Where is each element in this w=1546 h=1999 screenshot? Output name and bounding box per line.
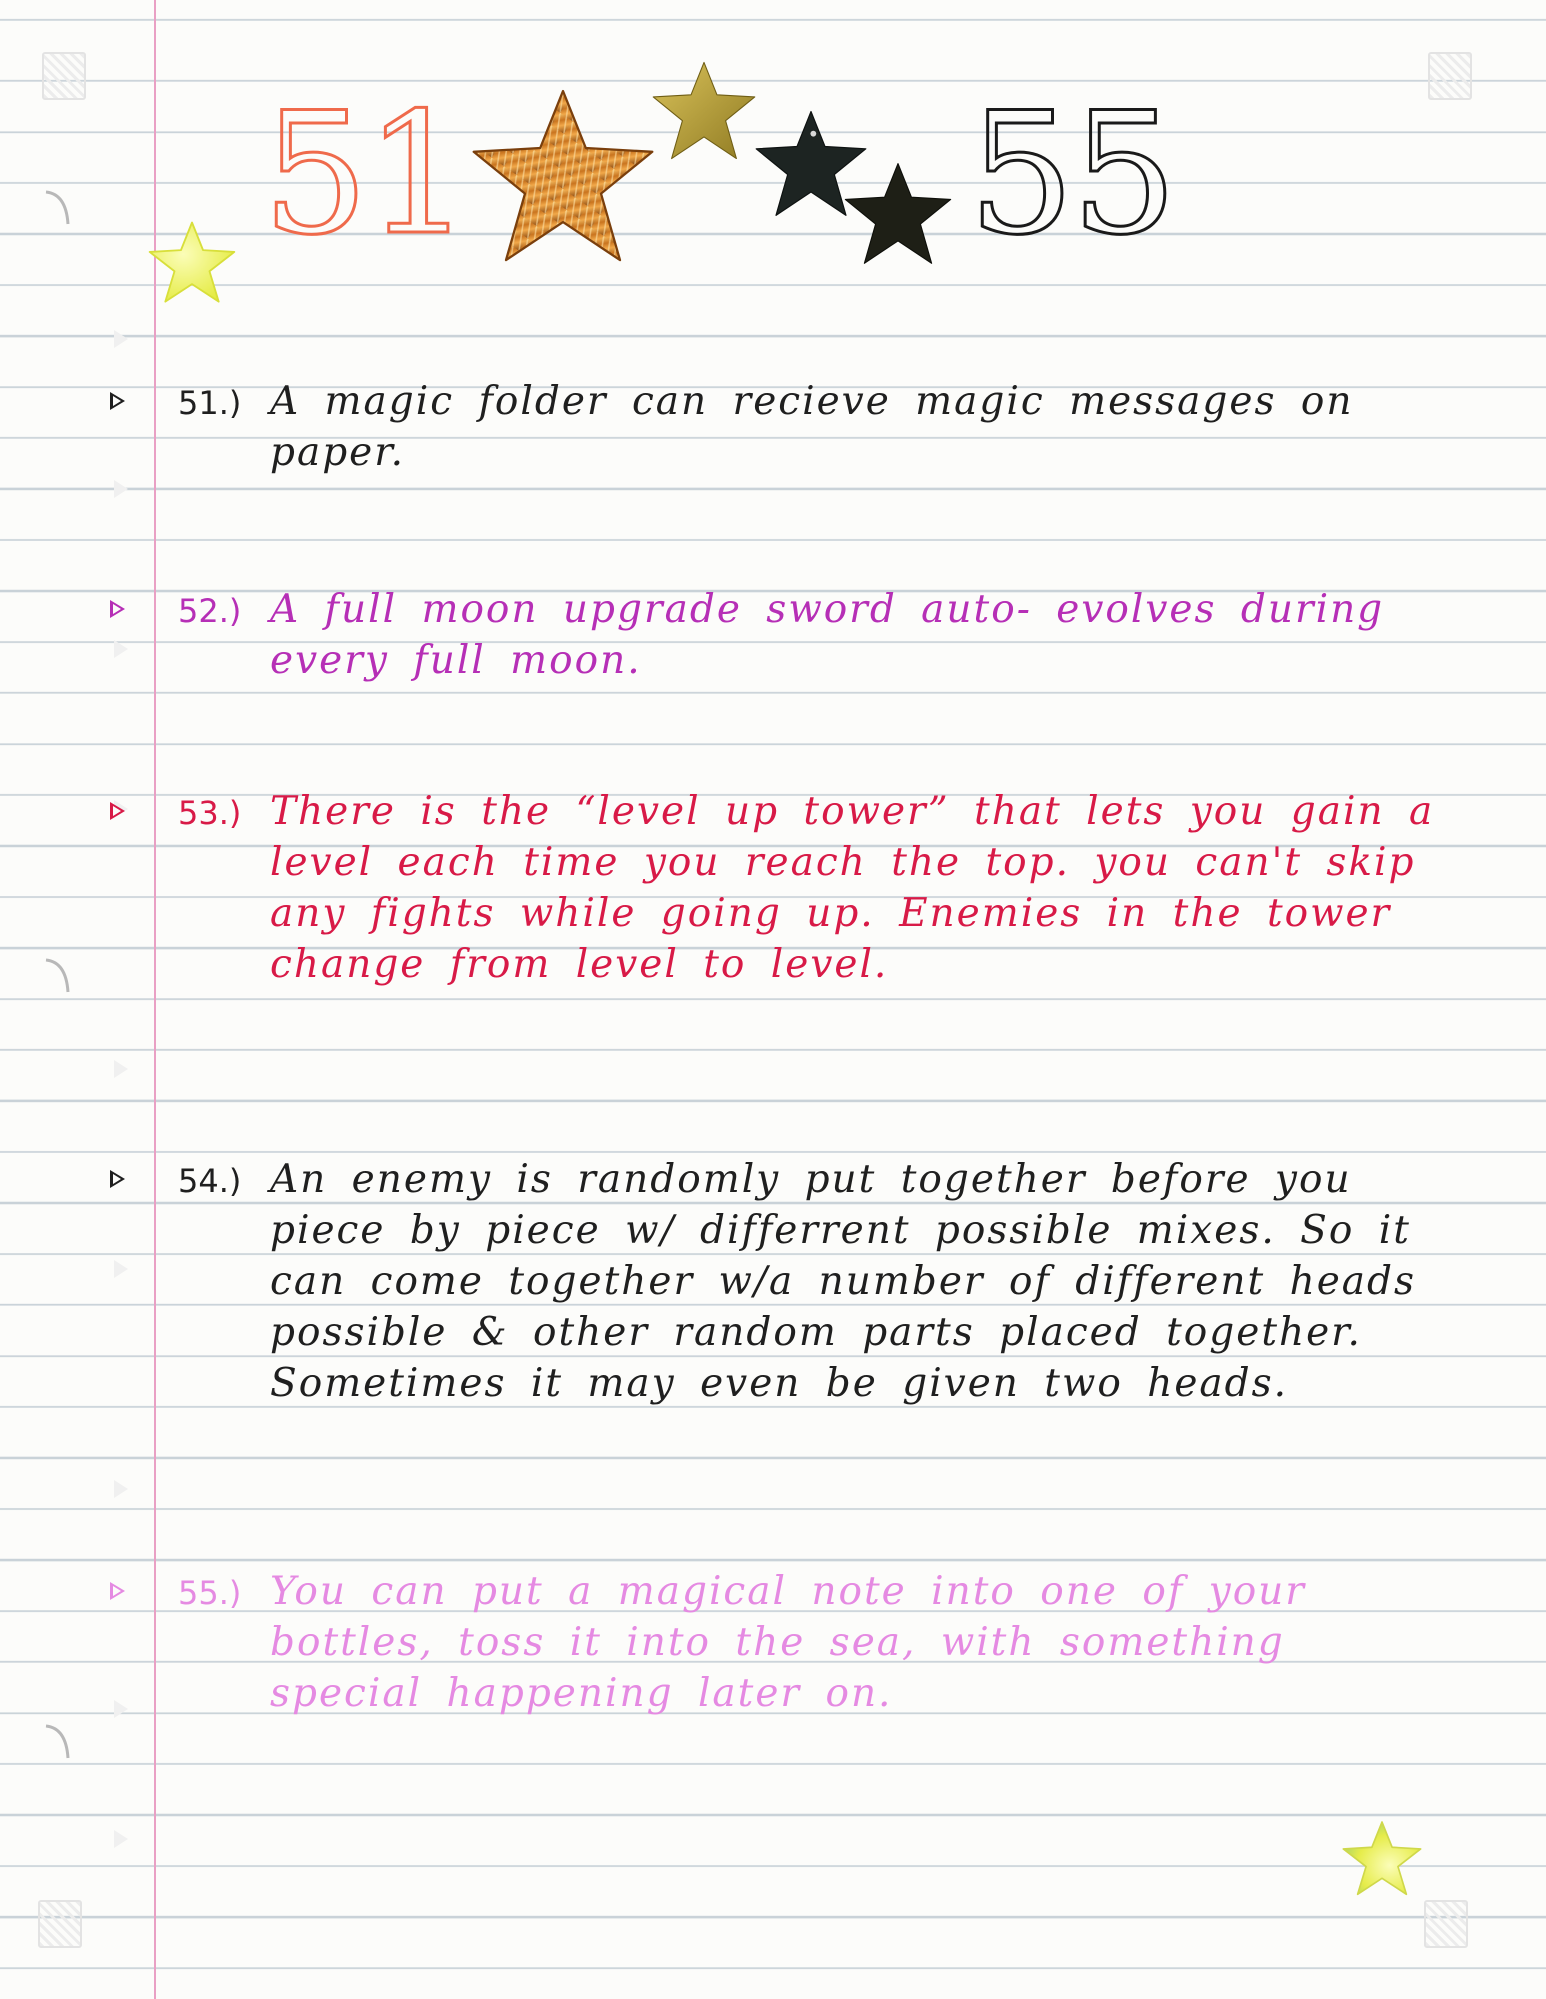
entry-number: 55.): [178, 1574, 242, 1612]
entry-54: [110, 1156, 1440, 1476]
corner-mark-icon: [1424, 1900, 1468, 1948]
holographic-orange-star-icon: [468, 84, 658, 269]
entry-text: A full moon upgrade sword auto- evolves during every full moon.: [270, 587, 1385, 683]
entry-text: There is the “level up tower” that lets you gain a level each time you reach the top. you can't skip any fights while going up. Enemies in the tower change from level to level.: [270, 789, 1435, 987]
margin-triangle-icon: [114, 1830, 128, 1848]
bullet-triangle-icon: [110, 392, 125, 410]
start-number: 51: [262, 76, 468, 272]
bullet-triangle-icon: [110, 1582, 125, 1600]
entry-text: An enemy is randomly put together before you piece by piece w/ differrent possible mixes. So it can come together w/a number of different heads possible & other random parts placed together. Sometimes it may even be given two heads.: [270, 1157, 1417, 1406]
page-header: [0, 0, 1546, 290]
entry-53: [110, 788, 1440, 1048]
entry-text: You can put a magical note into one of your bottles, toss it into the sea, with something special happening later on.: [270, 1569, 1306, 1716]
entry-52: [110, 586, 1440, 696]
entry-number: 54.): [178, 1162, 242, 1200]
entry-number: 53.): [178, 794, 242, 832]
gold-star-icon: [650, 58, 758, 164]
entry-51: [110, 378, 1440, 488]
entry-number: 52.): [178, 592, 242, 630]
yellow-star-icon: [146, 218, 238, 308]
margin-triangle-icon: [114, 330, 128, 348]
punch-hole-icon: [44, 1722, 72, 1762]
bullet-triangle-icon: [110, 802, 125, 820]
yellow-star-icon: [1340, 1818, 1424, 1900]
end-number: 55: [968, 76, 1174, 272]
entry-text: A magic folder can recieve magic messages on paper.: [270, 379, 1354, 475]
corner-mark-icon: [38, 1900, 82, 1948]
bullet-triangle-icon: [110, 600, 125, 618]
margin-triangle-icon: [114, 1060, 128, 1078]
black-star-icon: [842, 160, 954, 268]
entry-number: 51.): [178, 384, 242, 422]
entry-55: [110, 1568, 1440, 1778]
bullet-triangle-icon: [110, 1170, 125, 1188]
margin-triangle-icon: [114, 1480, 128, 1498]
punch-hole-icon: [44, 956, 72, 996]
